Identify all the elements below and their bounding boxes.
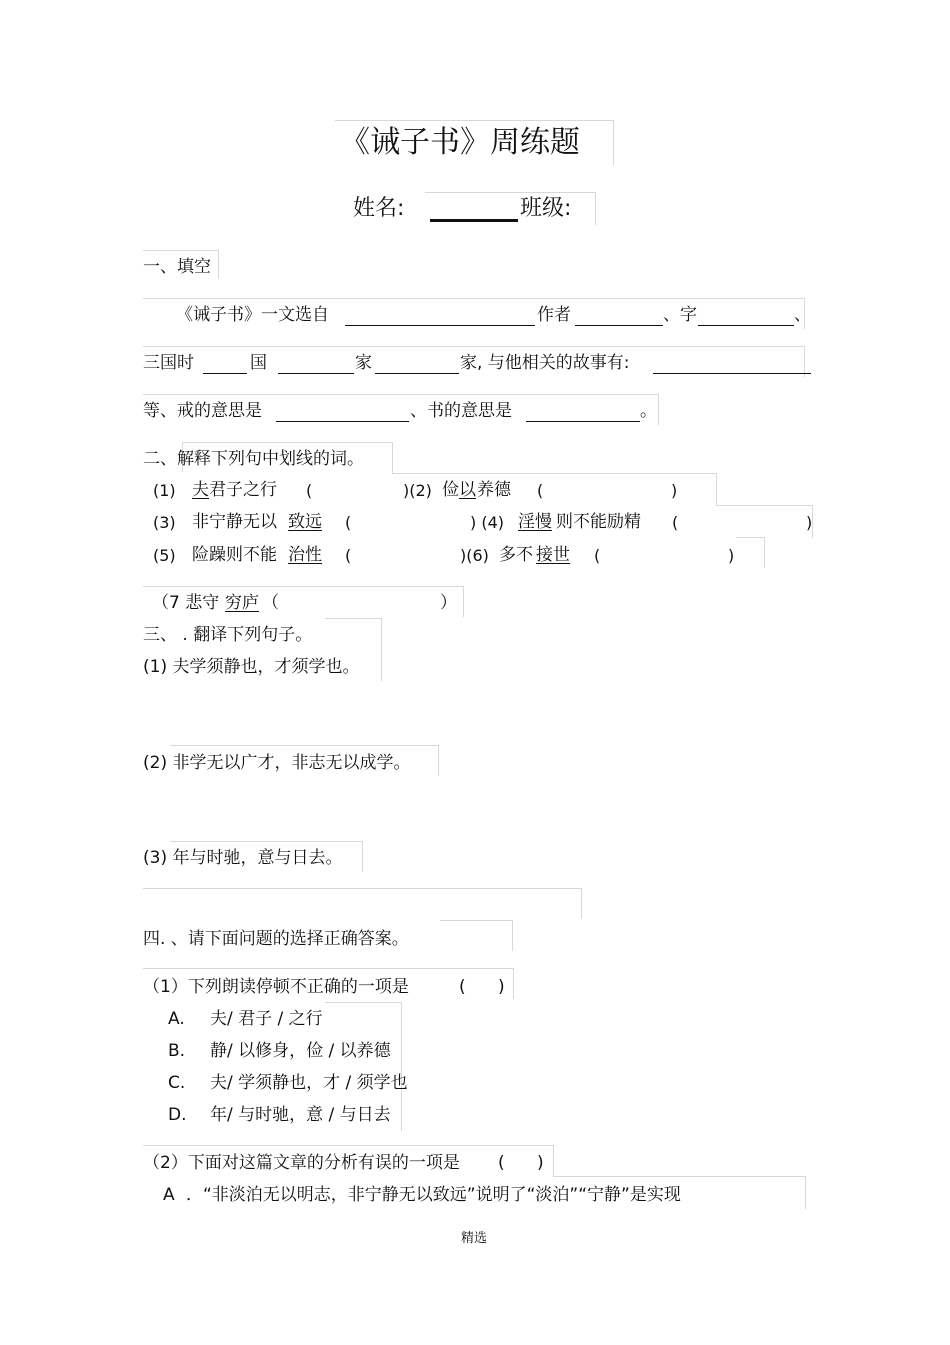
target-word: 淫慢 [518,512,552,532]
option-text: 夫/ 君子 / 之行 [210,1009,323,1029]
question-number: )(6) [460,546,489,565]
target-word: 治性 [288,545,322,565]
option-text: 年/ 与时驰，意 / 与日去 [210,1105,391,1125]
fill-blank [203,373,247,374]
answer-paren: ( [306,481,313,500]
question-number: )(2) [403,481,432,500]
option-letter: A. [168,1009,185,1029]
fill-text: 家, 与他相关的故事有: [460,353,630,373]
fill-text: 、字 [663,305,697,325]
fill-text: 、书的意思是 [410,401,512,421]
answer-paren: ( [345,546,352,565]
answer-paren: ( [537,481,544,500]
answer-paren: （ [262,593,279,613]
fill-text: 《诫子书》一文选自 [176,305,329,325]
answer-paren: ( ) [498,1153,544,1173]
question-number: (3) [153,513,176,532]
option-text: 静/ 以修身，俭 / 以养德 [210,1041,391,1061]
option-letter: D. [168,1105,187,1125]
fill-blank [375,373,459,374]
answer-paren: ) [806,513,813,532]
fill-text: 。 [640,401,657,421]
page-footer: 精选 [461,1231,488,1246]
target-word: 以 [459,480,476,500]
section-1-heading: 一、填空 [143,257,211,277]
answer-paren: ( ) [459,977,505,997]
question-text: 则不能励精 [556,512,641,532]
option-text: 夫/ 学须静也，才 / 须学也 [210,1073,408,1093]
class-label: 班级: [520,196,572,221]
fill-text: 家 [355,353,372,373]
question-number: (1) [153,481,176,500]
page-title: 《诫子书》周练题 [340,125,580,160]
answer-paren: ) [728,546,735,565]
answer-paren: ） [440,593,457,613]
answer-paren: ) [671,481,678,500]
fill-blank [698,325,794,326]
option-letter: A [163,1185,175,1205]
choice-question-2: （2）下面对这篇文章的分析有误的一项是 [143,1153,460,1173]
fill-blank [526,421,640,422]
translate-sentence-3: (3) 年与时驰，意与日去。 [143,848,343,868]
fill-text: 、 [794,305,811,325]
question-text: 险躁则不能 [192,545,277,565]
option-letter: B. [168,1041,186,1061]
fill-blank [575,325,663,326]
translate-sentence-1: (1) 夫学须静也，才须学也。 [143,657,360,677]
question-text: 非宁静无以 [192,512,277,532]
question-text: （7 悲守 [152,593,220,613]
answer-paren: ( [672,513,679,532]
fill-blank [653,373,811,374]
option-letter: C. [168,1073,186,1093]
name-label: 姓名: [353,196,405,221]
question-text: 养德 [477,480,511,500]
fill-text: 国 [250,353,267,373]
question-text: 俭 [442,480,459,500]
answer-paren: ( [345,513,352,532]
name-blank [430,219,518,222]
section-3-heading: 三、 . 翻译下列句子。 [143,625,313,645]
target-word: 接世 [536,545,570,565]
question-text: 君子之行 [209,480,277,500]
target-word: 夫 [192,480,209,500]
fill-text: 等、戒的意思是 [143,401,262,421]
fill-blank [278,373,354,374]
target-word: 穷庐 [225,593,259,613]
translate-sentence-2: (2) 非学无以广才，非志无以成学。 [143,753,411,773]
fill-blank [345,325,535,326]
fill-text: 作者 [537,305,571,325]
question-number: ) (4) [470,513,504,532]
answer-paren: ( [594,546,601,565]
fill-blank [276,421,409,422]
option-text: ．“非淡泊无以明志，非宁静无以致远”说明了“淡泊”“宁静”是实现 [186,1185,681,1205]
section-2-heading: 二、解释下列句中划线的词。 [143,449,364,469]
section-4-heading: 四. 、请下面问题的选择正确答案。 [143,929,409,949]
question-text: 多不 [499,545,533,565]
question-number: (5) [153,546,176,565]
target-word: 致远 [288,512,322,532]
choice-question-1: （1）下列朗读停顿不正确的一项是 [143,977,409,997]
fill-text: 三国时 [143,353,194,373]
